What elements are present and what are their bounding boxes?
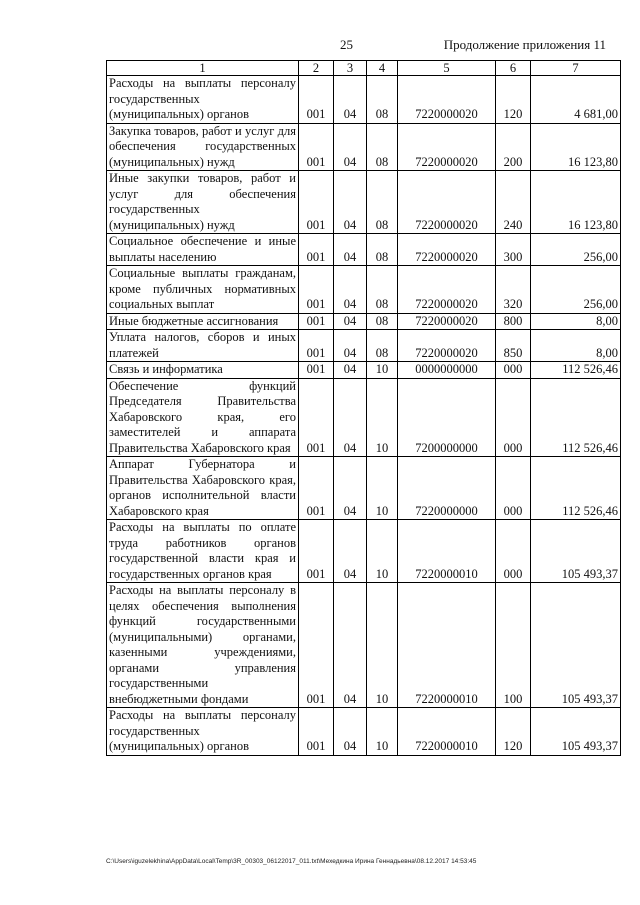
- target-article-code: 7220000020: [398, 171, 496, 234]
- row-name: Обеспечение функций Председателя Правительства Хабаровского края, его заместителей и аппарата Правительства Хабаровского края: [107, 378, 299, 457]
- budget-table: [106, 60, 621, 756]
- section-code: 001: [299, 708, 334, 756]
- row-name: Иные бюджетные ассигнования: [107, 313, 299, 330]
- target-article-code: 7220000020: [398, 76, 496, 124]
- column-header: 7: [531, 61, 621, 76]
- column-header: 6: [496, 61, 531, 76]
- subsection-sub-code: 08: [367, 313, 398, 330]
- row-name: Расходы на выплаты персоналу в целях обеспечения выполнения функций государственными (муниципальными) органами, казенными учреждениями, органами управления государственными внебюджетными фондами: [107, 583, 299, 708]
- subsection-sub-code: 08: [367, 76, 398, 124]
- subsection-code: 04: [334, 457, 367, 520]
- expense-type-code: 000: [496, 520, 531, 583]
- row-name: Закупка товаров, работ и услуг для обеспечения государственных (муниципальных) нужд: [107, 123, 299, 171]
- row-name: Иные закупки товаров, работ и услуг для обеспечения государственных (муниципальных) нужд: [107, 171, 299, 234]
- subsection-sub-code: 10: [367, 520, 398, 583]
- expense-type-code: 240: [496, 171, 531, 234]
- section-code: 001: [299, 362, 334, 379]
- table-row: [107, 234, 621, 266]
- section-code: 001: [299, 583, 334, 708]
- table-row: [107, 266, 621, 314]
- subsection-code: 04: [334, 171, 367, 234]
- subsection-sub-code: 08: [367, 171, 398, 234]
- expense-type-code: 320: [496, 266, 531, 314]
- amount: 112 526,46: [531, 457, 621, 520]
- section-code: 001: [299, 266, 334, 314]
- table-row: [107, 313, 621, 330]
- expense-type-code: 100: [496, 583, 531, 708]
- table-row: [107, 76, 621, 124]
- subsection-code: 04: [334, 362, 367, 379]
- amount: 112 526,46: [531, 378, 621, 457]
- subsection-code: 04: [334, 330, 367, 362]
- target-article-code: 7220000020: [398, 266, 496, 314]
- subsection-sub-code: 08: [367, 123, 398, 171]
- section-code: 001: [299, 330, 334, 362]
- table-header-row: [107, 61, 621, 76]
- subsection-sub-code: 10: [367, 362, 398, 379]
- appendix-label: Продолжение приложения 11: [443, 37, 606, 52]
- amount: 256,00: [531, 266, 621, 314]
- amount: 16 123,80: [531, 123, 621, 171]
- column-header: 2: [299, 61, 334, 76]
- subsection-code: 04: [334, 378, 367, 457]
- table-row: [107, 362, 621, 379]
- section-code: 001: [299, 123, 334, 171]
- target-article-code: 7220000020: [398, 313, 496, 330]
- amount: 8,00: [531, 313, 621, 330]
- expense-type-code: 850: [496, 330, 531, 362]
- table-row: [107, 378, 621, 457]
- section-code: 001: [299, 378, 334, 457]
- amount: 112 526,46: [531, 362, 621, 379]
- amount: 256,00: [531, 234, 621, 266]
- amount: 16 123,80: [531, 171, 621, 234]
- subsection-code: 04: [334, 234, 367, 266]
- table-row: [107, 708, 621, 756]
- subsection-code: 04: [334, 123, 367, 171]
- subsection-sub-code: 10: [367, 457, 398, 520]
- target-article-code: 7200000000: [398, 378, 496, 457]
- table-row: [107, 583, 621, 708]
- row-name: Расходы на выплаты персоналу государственных (муниципальных) органов: [107, 76, 299, 124]
- amount: 105 493,37: [531, 520, 621, 583]
- expense-type-code: 000: [496, 457, 531, 520]
- subsection-sub-code: 08: [367, 234, 398, 266]
- row-name: Социальное обеспечение и иные выплаты населению: [107, 234, 299, 266]
- subsection-sub-code: 08: [367, 330, 398, 362]
- table-row: [107, 171, 621, 234]
- target-article-code: 7220000020: [398, 330, 496, 362]
- row-name: Расходы на выплаты по оплате труда работников органов государственной власти края и государственных органов края: [107, 520, 299, 583]
- table-row: [107, 457, 621, 520]
- row-name: Уплата налогов, сборов и иных платежей: [107, 330, 299, 362]
- subsection-sub-code: 10: [367, 708, 398, 756]
- expense-type-code: 000: [496, 378, 531, 457]
- expense-type-code: 300: [496, 234, 531, 266]
- target-article-code: 7220000020: [398, 234, 496, 266]
- table-row: [107, 520, 621, 583]
- target-article-code: 7220000010: [398, 583, 496, 708]
- subsection-code: 04: [334, 520, 367, 583]
- row-name: Социальные выплаты гражданам, кроме публичных нормативных социальных выплат: [107, 266, 299, 314]
- section-code: 001: [299, 234, 334, 266]
- file-path-footer: C:\Users\iguzelekhina\AppData\Local\Temp\3R_00303_06122017_011.txt\Мехедкина Ирина Геннадьевна\08.12.2017 14:53:45: [106, 858, 477, 865]
- expense-type-code: 200: [496, 123, 531, 171]
- row-name: Расходы на выплаты персоналу государственных (муниципальных) органов: [107, 708, 299, 756]
- expense-type-code: 120: [496, 76, 531, 124]
- table-row: [107, 330, 621, 362]
- section-code: 001: [299, 313, 334, 330]
- section-code: 001: [299, 520, 334, 583]
- target-article-code: 7220000010: [398, 708, 496, 756]
- target-article-code: 7220000010: [398, 520, 496, 583]
- subsection-sub-code: 10: [367, 378, 398, 457]
- subsection-code: 04: [334, 313, 367, 330]
- subsection-sub-code: 08: [367, 266, 398, 314]
- table-row: [107, 123, 621, 171]
- subsection-code: 04: [334, 76, 367, 124]
- column-header: 5: [398, 61, 496, 76]
- target-article-code: 7220000020: [398, 123, 496, 171]
- page-number: 25: [340, 37, 353, 52]
- amount: 4 681,00: [531, 76, 621, 124]
- target-article-code: 0000000000: [398, 362, 496, 379]
- amount: 105 493,37: [531, 583, 621, 708]
- subsection-code: 04: [334, 583, 367, 708]
- subsection-code: 04: [334, 708, 367, 756]
- column-header: 3: [334, 61, 367, 76]
- row-name: Связь и информатика: [107, 362, 299, 379]
- expense-type-code: 800: [496, 313, 531, 330]
- column-header: 1: [107, 61, 299, 76]
- amount: 105 493,37: [531, 708, 621, 756]
- amount: 8,00: [531, 330, 621, 362]
- section-code: 001: [299, 457, 334, 520]
- section-code: 001: [299, 171, 334, 234]
- section-code: 001: [299, 76, 334, 124]
- target-article-code: 7220000000: [398, 457, 496, 520]
- subsection-code: 04: [334, 266, 367, 314]
- expense-type-code: 120: [496, 708, 531, 756]
- expense-type-code: 000: [496, 362, 531, 379]
- row-name: Аппарат Губернатора и Правительства Хабаровского края, органов исполнительной власти Хабаровского края: [107, 457, 299, 520]
- column-header: 4: [367, 61, 398, 76]
- subsection-sub-code: 10: [367, 583, 398, 708]
